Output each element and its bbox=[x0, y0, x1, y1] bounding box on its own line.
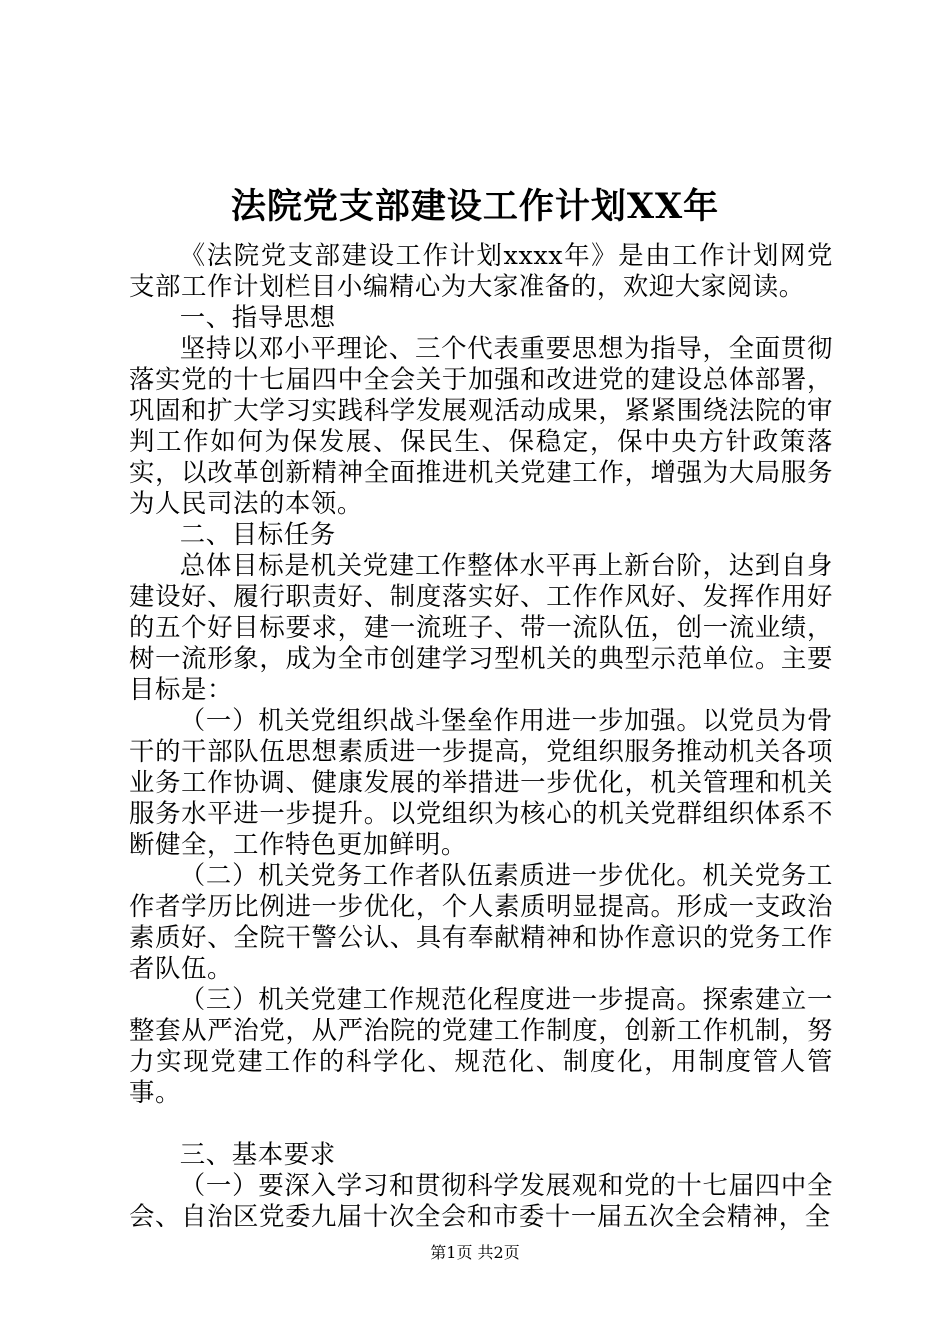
goal-item-2-paragraph: （二）机关党务工作者队伍素质进一步优化。机关党务工作者学历比例进一步优化，个人素质明显提高。形成一支政治素质好、全院干警公认、具有奉献精神和协作意识的党务工作者队伍。 bbox=[129, 860, 833, 983]
intro-paragraph: 《法院党支部建设工作计划xxxx年》是由工作计划网党支部工作计划栏目小编精心为大家准备的，欢迎大家阅读。 bbox=[129, 240, 833, 301]
goal-item-3-paragraph: （三）机关党建工作规范化程度进一步提高。探索建立一整套从严治党，从严治院的党建工作制度，创新工作机制，努力实现党建工作的科学化、规范化、制度化，用制度管人管事。 bbox=[129, 984, 833, 1107]
guiding-ideology-paragraph: 坚持以邓小平理论、三个代表重要思想为指导，全面贯彻落实党的十七届四中全会关于加强和改进党的建设总体部署，巩固和扩大学习实践科学发展观活动成果，紧紧围绕法院的审判工作如何为保发展、保民生、保稳定，保中央方针政策落实，以改革创新精神全面推进机关党建工作，增强为大局服务为人民司法的本领。 bbox=[129, 333, 833, 518]
section-heading-goals: 二、目标任务 bbox=[179, 519, 336, 549]
section-heading-guiding-ideology: 一、指导思想 bbox=[179, 302, 336, 332]
overall-goal-paragraph: 总体目标是机关党建工作整体水平再上新台阶，达到自身建设好、履行职责好、制度落实好、工作作风好、发挥作用好的五个好目标要求，建一流班子、带一流队伍，创一流业绩，树一流形象，成为全市创建学习型机关的典型示范单位。主要目标是： bbox=[129, 550, 833, 704]
document-body bbox=[129, 240, 833, 1232]
section-heading-requirements: 三、基本要求 bbox=[179, 1139, 336, 1169]
requirement-item-1-paragraph: （一）要深入学习和贯彻科学发展观和党的十七届四中全会、自治区党委九届十次全会和市委十一届五次全会精神，全 bbox=[129, 1170, 833, 1231]
page-number-footer: 第1页 共2页 bbox=[430, 1243, 520, 1262]
goal-item-1-paragraph: （一）机关党组织战斗堡垒作用进一步加强。以党员为骨干的干部队伍思想素质进一步提高，党组织服务推动机关各项业务工作协调、健康发展的举措进一步优化，机关管理和机关服务水平进一步提升。以党组织为核心的机关党群组织体系不断健全，工作特色更加鲜明。 bbox=[129, 705, 833, 859]
document-title: 法院党支部建设工作计划XX年 bbox=[230, 186, 720, 227]
